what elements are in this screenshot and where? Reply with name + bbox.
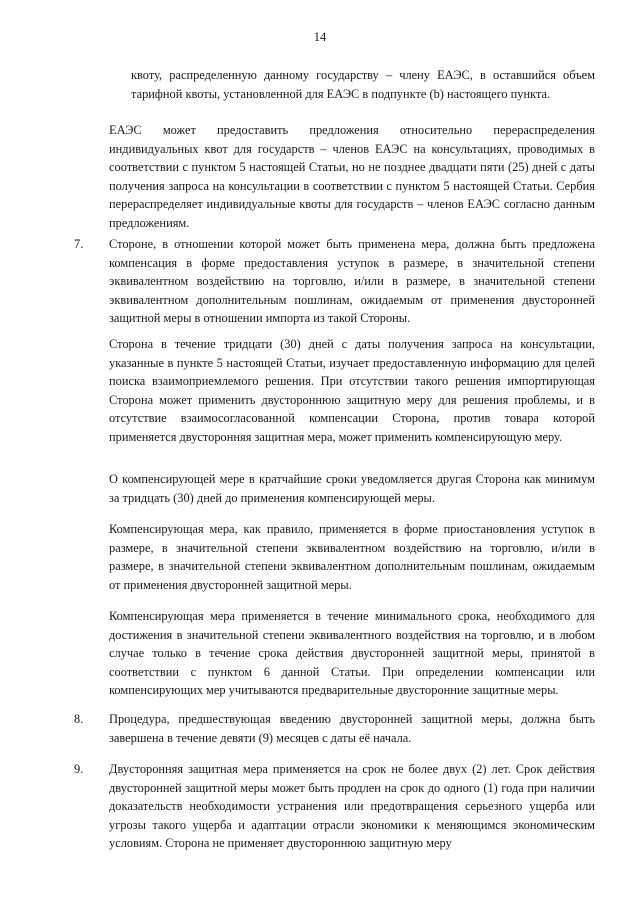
paragraph-7-compensating-form: Компенсирующая мера, как правило, применяется в форме приостановления уступок в размере, в значительной степени эквивалентном воздействию на торговлю, и/или в размере, в значительной степени эквивалентном дополнительным пошлинам, ожидаемым от применения двусторонней защитной меры.: [109, 522, 595, 592]
paragraph-9-duration: Двусторонняя защитная мера применяется на срок не более двух (2) лет. Срок действия двусторонней защитной меры может быть продлен на срок до одного (1) года при наличии доказательств необходимости устранения или предотвращения серьезного ущерба или угрозы такого ущерба и адаптации отрасли экономики к меняющимся экономическим условиям. Сторона не применяет двустороннюю защитную меру: [109, 762, 595, 851]
paragraph-7-notification: О компенсирующей мере в кратчайшие сроки уведомляется другая Сторона как минимум за тридцать (30) дней до применения компенсирующей меры.: [109, 472, 595, 505]
item-number-8: 8.: [74, 712, 84, 726]
paragraph-8-procedure: Процедура, предшествующая введению двусторонней защитной меры, должна быть завершена в течение девяти (9) месяцев с даты её начала.: [109, 712, 595, 745]
page-number: 14: [313, 30, 327, 44]
paragraph-7-compensating-duration: Компенсирующая мера применяется в течение минимального срока, необходимого для достижения в значительной степени эквивалентного воздействия на торговлю, и в любом случае только в течение срока действия двусторонней защитной меры, принятой в соответствии с пунктом 6 данной Статьи. При определении компенсации или компенсирующих мер учитываются предварительные двусторонние защитные меры.: [109, 609, 595, 698]
paragraph-7-compensation: Стороне, в отношении которой может быть применена мера, должна быть предложена компенсация в форме предоставления уступок в размере, в значительной степени эквивалентном воздействию на торговлю, и/или в размере, в значительной степени эквивалентном дополнительным пошлинам, ожидаемым от применения двусторонней защитной меры в отношении импорта из такой Стороны.: [109, 237, 595, 326]
paragraph-quota-remainder: квоту, распределенную данному государству – члену ЕАЭС, в оставшийся объем тарифной квоты, установленной для ЕАЭС в подпункте (b) настоящего пункта.: [131, 68, 595, 101]
item-number-9: 9.: [74, 762, 84, 776]
item-number-7: 7.: [74, 237, 84, 251]
paragraph-7-consultations: Сторона в течение тридцати (30) дней с даты получения запроса на консультации, указанные в пункте 5 настоящей Статьи, изучает предоставленную информацию для целей поиска взаимоприемлемого решения. При отсутствии такого решения импортирующая Сторона может применить двустороннюю защитную меру для решения проблемы, и в отсутствие взаимосогласованной компенсации Сторона, против товара которой применяется двусторонняя защитная мера, может применить компенсирующую меру.: [109, 337, 595, 444]
paragraph-eaeu-redistribution: ЕАЭС может предоставить предложения относительно перераспределения индивидуальных квот для государств – членов ЕАЭС на консультациях, проводимых в соответствии с пунктом 5 настоящей Статьи, но не позднее двадцати пяти (25) дней с даты получения запроса на консультации в соответствии с пунктом 5 настоящей Статьи. Сербия перераспределяет индивидуальные квоты для государств – членов ЕАЭС согласно данным предложениям.: [109, 123, 595, 230]
